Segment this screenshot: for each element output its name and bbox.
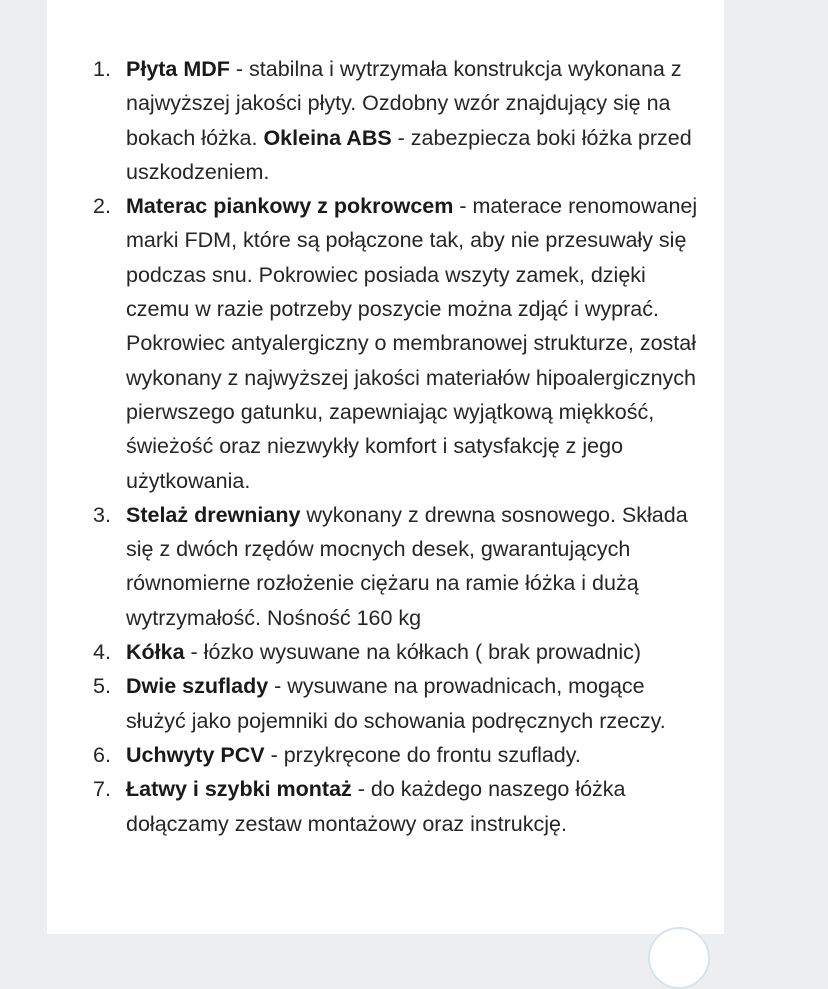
feature-description: - zabezpiecza boki łóżka przed uszkodzeniem. [126, 125, 692, 184]
feature-description: - łózko wysuwane na kółkach ( brak prowadnic) [184, 640, 642, 665]
feature-title: Płyta MDF [126, 57, 230, 81]
feature-text [126, 743, 581, 767]
feature-text [126, 194, 697, 492]
feature-number: 5. [93, 674, 111, 699]
feature-text [126, 674, 666, 732]
feature-title: Łatwy i szybki montaż [126, 777, 352, 802]
feature-number: 1. [93, 57, 111, 81]
feature-description: - do każdego naszego łóżka dołączamy zestaw montażowy oraz instrukcję. [126, 777, 626, 836]
feature-number: 7. [93, 777, 111, 802]
feature-number: 3. [93, 502, 111, 527]
feature-item [93, 669, 705, 738]
feature-description: - wysuwane na prowadnicach, mogące służyć jako pojemniki do schowania podręcznych rzeczy. [126, 674, 666, 733]
feature-number: 4. [93, 640, 111, 665]
feature-item [93, 772, 705, 841]
feature-title: Materac piankowy z pokrowcem [126, 194, 454, 219]
feature-item [93, 635, 705, 669]
feature-title: Okleina ABS [263, 125, 392, 150]
feature-number: 2. [93, 194, 111, 219]
feature-text [126, 503, 688, 630]
feature-title: Dwie szuflady [126, 674, 269, 699]
scroll-top-button[interactable] [648, 927, 710, 989]
feature-item [93, 498, 705, 635]
feature-item [93, 738, 705, 772]
feature-item [93, 189, 705, 498]
feature-title: Uchwyty PCV [126, 742, 265, 767]
feature-list [93, 52, 705, 841]
feature-description: - stabilna i wytrzymała konstrukcja wykonana z najwyższej jakości płyty. Ozdobny wzór znajdujący się na bokach łóżka. [126, 57, 682, 150]
feature-description: - przykręcone do frontu szuflady. [264, 742, 581, 767]
feature-text [126, 640, 641, 664]
feature-title: Kółka [126, 640, 185, 665]
feature-title: Stelaż drewniany [126, 502, 301, 527]
feature-number: 6. [93, 742, 111, 767]
feature-text [126, 57, 692, 184]
feature-text [126, 777, 626, 835]
feature-description: wykonany z drewna sosnowego. Składa się z dwóch rzędów mocnych desek, gwarantujących równomierne rozłożenie ciężaru na ramie łóżka i dużą wytrzymałość. Nośność 160 kg [126, 502, 688, 630]
feature-description: - materace renomowanej marki FDM, które są połączone tak, aby nie przesuwały się podczas snu. Pokrowiec posiada wszyty zamek, dzięki czemu w razie potrzeby poszycie można zdjąć i wyprać. Pokrowiec antyalergiczny o membranowej strukturze, został wykonany z najwyższej jakości materiałów hipoalergicznych pierwszego gatunku, zapewniając wyjątkową miękkość, świeżość oraz niezwykły komfort i satysfakcję z jego użytkowania. [126, 194, 698, 493]
feature-item [93, 52, 705, 189]
